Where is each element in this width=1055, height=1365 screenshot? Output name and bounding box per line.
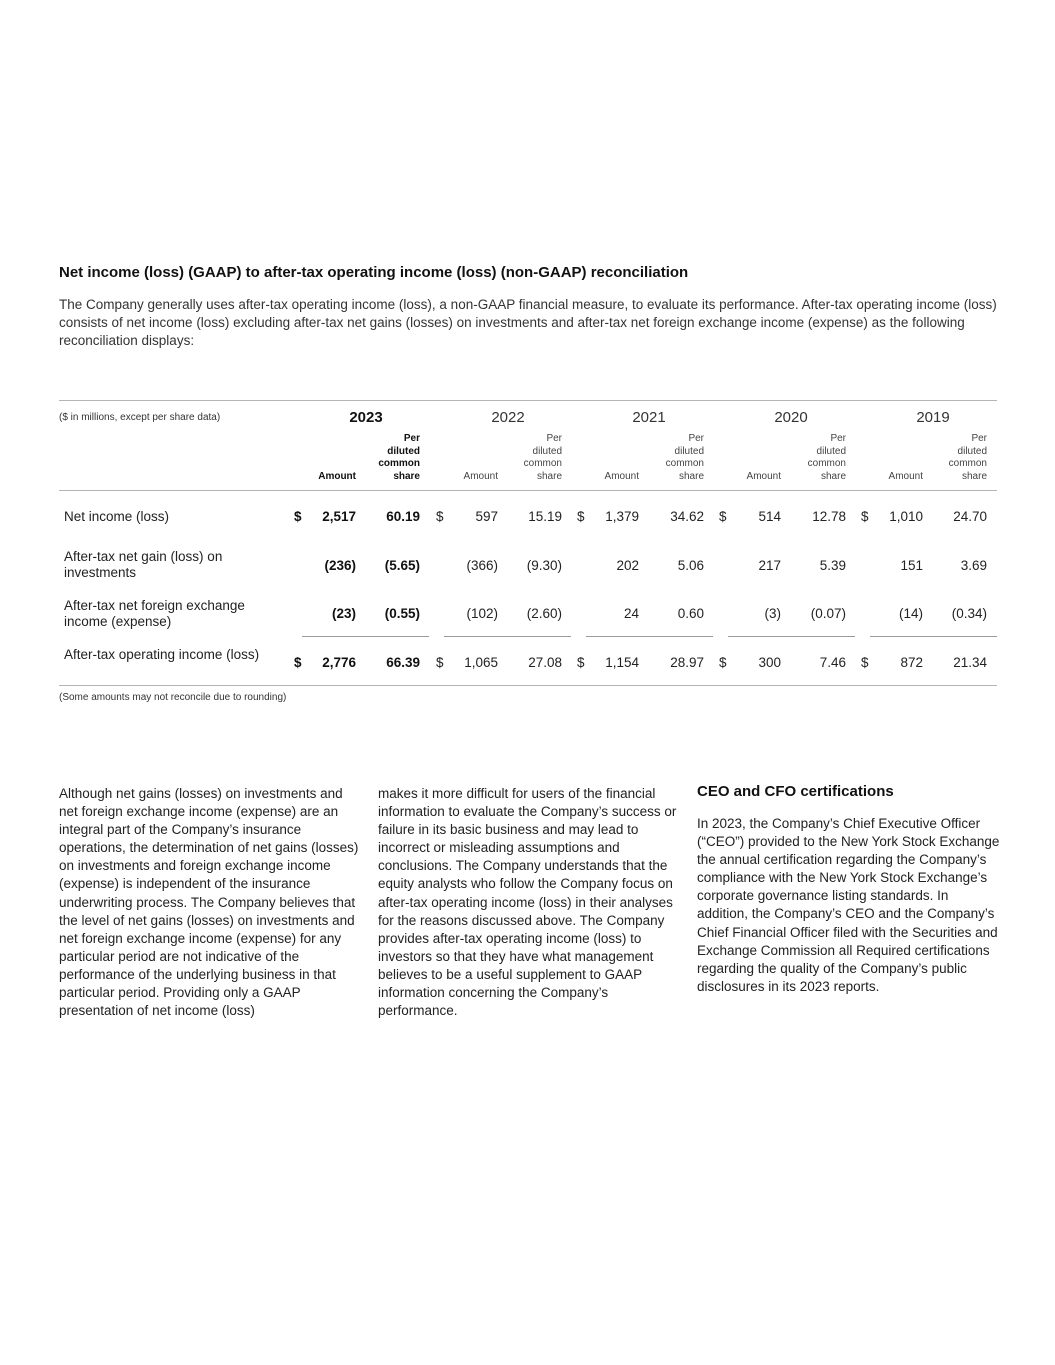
currency-symbol: $ (577, 509, 585, 524)
reconciliation-table (59, 400, 997, 686)
amount-header: Amount (888, 471, 923, 482)
per-share-header-line: diluted (387, 445, 420, 457)
amount-cell: 217 (758, 558, 781, 573)
year-header-2019: 2019 (916, 409, 950, 426)
year-header-2020: 2020 (774, 409, 808, 426)
per-share-cell: (0.34) (951, 606, 987, 621)
per-share-header-line: diluted (674, 445, 704, 457)
intro-paragraph: The Company generally uses after-tax operating income (loss), a non-GAAP financial measure, to evaluate its performance. After-tax operating income (loss) consists of net income (loss) excluding after-tax net gains (losses) on investments and after-tax net foreign exchange income (expense) as the following reconciliation displays: (59, 297, 997, 348)
year-header-2021: 2021 (632, 409, 666, 426)
per-share-cell: 66.39 (386, 655, 420, 670)
amount-cell: 202 (616, 558, 639, 573)
per-share-cell: (2.60) (526, 606, 562, 621)
amount-cell: 1,154 (605, 655, 639, 670)
per-share-cell: 28.97 (670, 655, 704, 670)
per-share-header (524, 433, 562, 483)
amount-cell: 514 (758, 509, 781, 524)
certifications-paragraph: In 2023, the Company’s Chief Executive Officer (“CEO”) provided to the New York Stock Exchange the annual certification regarding the Company’s compliance with the New York Stock Exchange’s corporate governance listing standards. In addition, the Company’s CEO and the Company’s Chief Financial Officer filed with the Securities and Exchange Commission all Required certifications regarding the quality of the Company’s public disclosures in its 2023 reports. (697, 816, 1000, 994)
amount-cell: 1,379 (605, 509, 639, 524)
amount-cell: 1,065 (464, 655, 498, 670)
currency-symbol: $ (719, 509, 727, 524)
per-share-cell: 24.70 (953, 509, 987, 524)
certifications-heading: CEO and CFO certifications (697, 783, 894, 800)
per-share-header-line: share (820, 470, 846, 482)
currency-symbol: $ (436, 655, 444, 670)
per-share-cell: (9.30) (526, 558, 562, 573)
row-label: After-tax net foreign exchange income (expense) (64, 598, 245, 629)
row-label: Net income (loss) (64, 509, 170, 524)
per-share-header (949, 433, 987, 483)
row-label: After-tax net gain (loss) on investments (64, 549, 223, 580)
subtotal-divider (444, 636, 571, 637)
section-heading: Net income (loss) (GAAP) to after-tax operating income (loss) (non-GAAP) reconciliation (59, 264, 689, 281)
per-share-header-line: Per (688, 433, 704, 444)
currency-symbol: $ (719, 655, 727, 670)
amount-cell: 1,010 (889, 509, 923, 524)
units-label: ($ in millions, except per share data) (59, 412, 221, 423)
per-share-header-line: common (665, 458, 704, 469)
amount-cell: (102) (466, 606, 498, 621)
per-share-header-line: share (393, 470, 420, 482)
per-share-cell: 7.46 (819, 655, 846, 670)
year-header-2023: 2023 (349, 409, 383, 426)
per-share-header (666, 433, 704, 483)
per-share-header-line: common (523, 458, 562, 469)
year-header-2022: 2022 (491, 409, 525, 426)
amount-cell: 597 (475, 509, 498, 524)
amount-header: Amount (604, 471, 639, 482)
amount-cell: 872 (900, 655, 923, 670)
currency-symbol: $ (294, 655, 302, 670)
amount-cell: 24 (623, 606, 639, 621)
header-divider (59, 490, 997, 491)
amount-cell: 2,517 (322, 509, 356, 524)
per-share-cell: 15.19 (528, 509, 562, 524)
amount-cell: 151 (900, 558, 923, 573)
per-share-header-line: share (536, 470, 562, 482)
table-bottom-divider (59, 685, 997, 686)
subtotal-divider (302, 636, 429, 637)
per-share-header-line: diluted (532, 445, 562, 457)
per-share-header-line: common (948, 458, 987, 469)
per-share-header-line: common (807, 458, 846, 469)
amount-cell: (236) (324, 558, 356, 573)
per-share-cell: 3.69 (960, 558, 987, 573)
per-share-header (378, 433, 420, 483)
currency-symbol: $ (577, 655, 585, 670)
amount-cell: (23) (331, 606, 356, 621)
row-label: After-tax operating income (loss) (64, 647, 260, 662)
currency-symbol: $ (436, 509, 444, 524)
per-share-cell: 0.60 (677, 606, 704, 621)
per-share-cell: 34.62 (670, 509, 704, 524)
currency-symbol: $ (861, 509, 869, 524)
per-share-cell: 27.08 (528, 655, 562, 670)
amount-cell: (366) (466, 558, 498, 573)
per-share-header-line: Per (830, 433, 846, 444)
per-share-cell: 5.39 (819, 558, 846, 573)
per-share-header (808, 433, 846, 483)
amount-header: Amount (318, 471, 356, 482)
subtotal-divider (728, 636, 855, 637)
per-share-header-line: Per (403, 433, 420, 444)
per-share-header-line: Per (546, 433, 562, 444)
per-share-cell: 60.19 (386, 509, 420, 524)
table-footnote: (Some amounts may not reconcile due to rounding) (59, 692, 287, 703)
per-share-header-line: diluted (957, 445, 987, 457)
amount-cell: 2,776 (322, 655, 356, 670)
per-share-cell: (0.07) (810, 606, 846, 621)
per-share-cell: 12.78 (812, 509, 846, 524)
subtotal-divider (870, 636, 997, 637)
subtotal-divider (586, 636, 713, 637)
amount-header: Amount (463, 471, 498, 482)
per-share-header-line: common (378, 458, 420, 469)
amount-cell: (14) (898, 606, 923, 621)
per-share-cell: 5.06 (677, 558, 704, 573)
per-share-header-line: share (961, 470, 987, 482)
per-share-cell: (5.65) (384, 558, 420, 573)
amount-header: Amount (746, 471, 781, 482)
currency-symbol: $ (861, 655, 869, 670)
per-share-header-line: share (678, 470, 704, 482)
amount-cell: (3) (764, 606, 781, 621)
body-column-2: makes it more difficult for users of the financial information to evaluate the Company’s success or failure in its basic business and may lead to incorrect or misleading assumptions and conclusions. The Company understands that the equity analysts who follow the Company focus on after-tax operating income (loss) in their analyses for the reasons discussed above. The Company provides after-tax operating income (loss) to investors so that they have what management believes to be a useful supplement to GAAP information concerning the Company’s performance. (378, 786, 677, 1019)
amount-cell: 300 (758, 655, 781, 670)
per-share-cell: (0.55) (384, 606, 420, 621)
per-share-header-line: Per (971, 433, 987, 444)
per-share-cell: 21.34 (953, 655, 987, 670)
per-share-header-line: diluted (816, 445, 846, 457)
currency-symbol: $ (294, 509, 302, 524)
body-column-1: Although net gains (losses) on investments and net foreign exchange income (expense) are an integral part of the Company’s insurance operations, the determination of net gains (losses) on investments and foreign exchange income (expense) is independent of the insurance underwriting process. The Company believes that the level of net gains (losses) on investments and net foreign exchange income (expense) for any particular period are not indicative of the performance of the underlying business in that particular period. Providing only a GAAP presentation of net income (loss) (59, 786, 359, 1019)
